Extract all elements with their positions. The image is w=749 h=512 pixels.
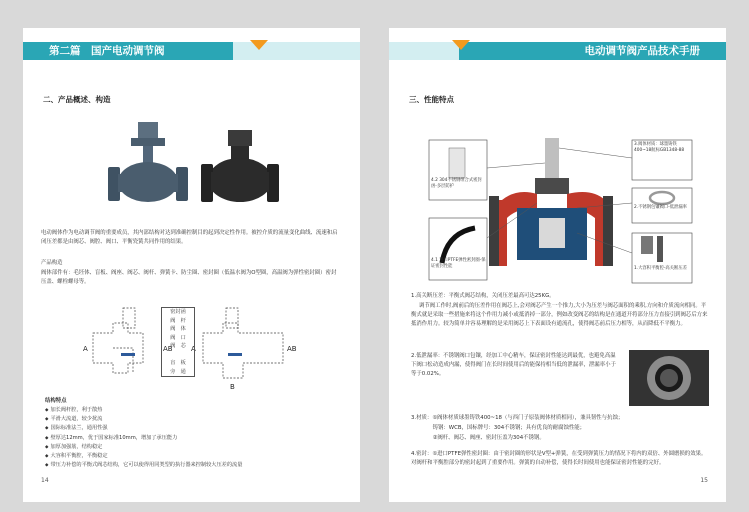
feature-item: ◆ 国际标准法兰，通用性强 bbox=[45, 424, 345, 433]
feature-item: ◆ 加厚加强筋，结构稳定 bbox=[45, 443, 345, 452]
feature-1-title: 1.高关断压差：平衡式阀芯结构，关闭压差最高可达25KG。 bbox=[411, 293, 555, 299]
port-a-label: A bbox=[83, 345, 88, 353]
features-title: 结构特点 bbox=[45, 398, 67, 404]
valve-core-mark-2 bbox=[228, 353, 242, 356]
part-label: 阀 体 bbox=[170, 326, 186, 333]
feature-item: ◆ 加长阀杆腔，利于散热 bbox=[45, 406, 345, 415]
part-label: 阀 口 bbox=[170, 334, 186, 341]
right-header-band bbox=[389, 42, 459, 60]
feature-item: ◆ 带压力补偿的平衡式阀芯结构，它可以使得用同类型的执行器来控制较大压差的流量 bbox=[45, 461, 345, 470]
port-b-label: B bbox=[230, 383, 235, 391]
callout-balance-label: 1.大容积平衡腔-高关断压差 bbox=[634, 266, 687, 271]
part-labels-table bbox=[161, 307, 195, 377]
feature-3-line-2: 铸钢：WCB，国标牌号：304不锈钢；具有优良的耐腐蚀性能； bbox=[411, 425, 586, 431]
ptfe-callout bbox=[429, 218, 487, 280]
page-number: 14 bbox=[41, 477, 49, 484]
port-ab-label: AB bbox=[163, 345, 173, 353]
callout-material-label: 3.阀体材质：球墨铸铁400~18航标GB1348-88 bbox=[634, 142, 685, 153]
orange-marker-icon bbox=[452, 40, 470, 50]
part-label: 阀 杆 bbox=[170, 317, 186, 324]
valve-photos bbox=[103, 122, 293, 217]
feature-1-body: 调节阀工作时,阀前后的压差作用在阀芯上,会对阀芯产生一个推力,大小为压差与阀芯面积的乘积,方向和介质流向相同。平衡式就是采取一些措施来将这个作用力减小或抵消掉一部分，例如改变阀芯的结构是在通道开将部分压力直接引到阀芯后方来抵消作用力。较为简单并容易理解的是采用阀芯上下表面设有通流孔，使得阀芯前后压力相等，从而降低不平衡力。 bbox=[411, 303, 708, 327]
right-header-title: 电动调节阀产品技术手册 bbox=[459, 42, 726, 60]
port-a-label-2: A bbox=[191, 345, 196, 353]
black-valve-image bbox=[201, 130, 279, 202]
feature-3-line-1: 3.材质：①阀体材质球墨铸铁400~18（与西门子原装阀体材质相同），兼具韧性与抗蚀； bbox=[411, 415, 624, 421]
orange-marker-icon bbox=[250, 40, 268, 50]
feature-2-text: 2.低泄漏率：不锈钢阀口包镶，经加工中心精车，保证密封性能达到最优，也避免高温下阀口松动造成内漏，使得阀门在长时间使用后的能保持相当低的泄漏率，泄漏率小于等于0.02%。 bbox=[411, 353, 616, 377]
left-page bbox=[23, 28, 360, 502]
part-label: 旁 通 bbox=[170, 368, 186, 375]
intro-paragraph: 电动阀体作为电动调节阀的重要成员，其内部结构对达到准确控制目的起到决定性作用。被控介质的流量变化曲线、流速和启闭压差都是由阀芯、阀腔、阀口、平衡瓷簧共同作用的结果。 bbox=[41, 230, 338, 245]
section-title: 二、产品概述、构造 bbox=[43, 95, 111, 104]
callout-ptfe-label: 4.1 进口PTFE弹性密封圈-保证密封性能 bbox=[431, 258, 486, 269]
section-title: 三、性能特点 bbox=[409, 95, 454, 104]
valve-seat-photo bbox=[629, 350, 709, 406]
callout-seal-box-label: 4.2 304不锈钢组合式密封函-多层防护 bbox=[431, 178, 482, 189]
feature-4-text: 4.密封：①进口PTFE弹性密封圈：由于密封圈的形状是V型+弹簧，在受到弹簧压力的情况下将内的双倍、外圆磨损的效果。对阀杆和平衡腔部分的密封起到了重要作用。弹簧的自动补偿，使得长时间使用也能保证密封性能的完好。 bbox=[411, 451, 707, 466]
part-label: 密封函 bbox=[170, 309, 186, 315]
valve-cutaway-image bbox=[489, 138, 613, 266]
feature-item: ◆ 平滑大流道，较少扰流 bbox=[45, 415, 345, 424]
feature-3-line-3: ②阀杆、阀芯、阀座、密封压盖为304不锈钢。 bbox=[411, 435, 545, 441]
port-ab-label-2: AB bbox=[287, 345, 297, 353]
feature-item: ◆ 大容积平衡腔，平衡稳定 bbox=[45, 452, 345, 461]
gray-valve-image bbox=[108, 122, 188, 202]
features-list bbox=[45, 406, 345, 470]
valve-core-mark bbox=[121, 353, 135, 356]
part-label: 盲 板 bbox=[170, 359, 186, 366]
left-header-title: 第二篇 国产电动调节阀 bbox=[23, 42, 233, 60]
feature-item: ◆ 壁厚达12mm，优于国家标准10mm，增加了承压能力 bbox=[45, 434, 345, 443]
structure-paragraph: 阀体部件有：毛坯体、盲板、阀座、阀芯、阀杆、弹簧卡、防尘圈、密封圈（低温水阀为O型圈，高温阀为弹性密封圈）密封压盖、螺栓螺母等。 bbox=[41, 270, 337, 285]
part-label: 阀 芯 bbox=[170, 343, 186, 350]
structure-title: 产品构造 bbox=[41, 260, 63, 266]
callout-leakage-label: 2.不锈钢包镶阀口-低泄漏率 bbox=[634, 205, 687, 210]
page-number: 15 bbox=[700, 477, 708, 484]
right-page bbox=[389, 28, 726, 502]
